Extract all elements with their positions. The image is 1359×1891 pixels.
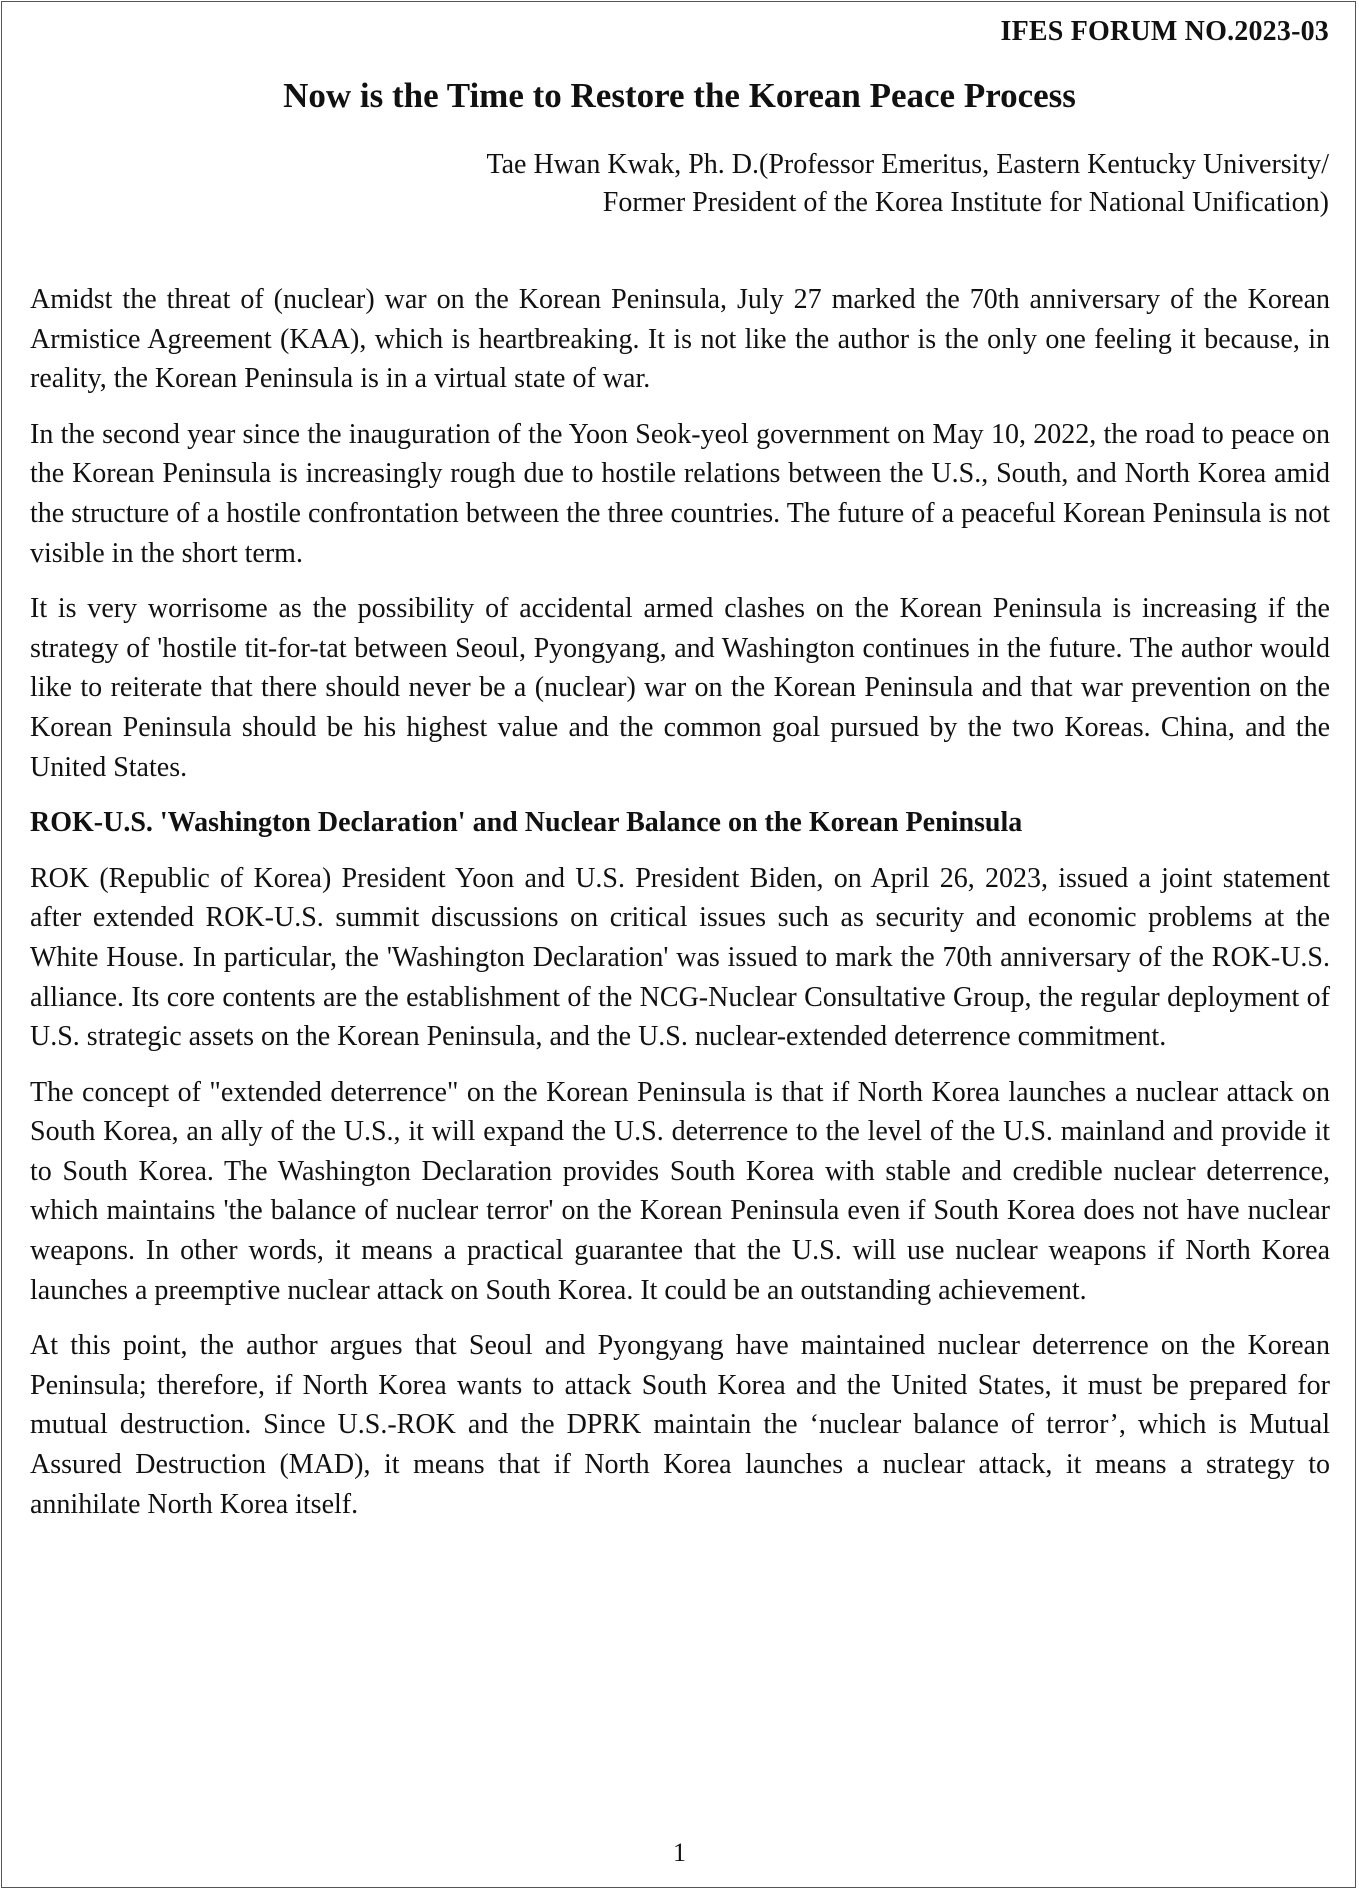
paragraph: At this point, the author argues that Seoul and Pyongyang have maintained nuclear deterrence on the Korean Peninsula; therefore, if North Korea wants to attack South Korea and the United States, it must be prepared for mutual destruction. Since U.S.-ROK and the DPRK maintain the ‘nuclear balance of terror’, which is Mutual Assured Destruction (MAD), it means that if North Korea launches a nuclear attack, it means a strategy to annihilate North Korea itself. <box>30 1330 1330 1520</box>
paragraph: Amidst the threat of (nuclear) war on the Korean Peninsula, July 27 marked the 70th anniversary of the Korean Armistice Agreement (KAA), which is heartbreaking. It is not like the author is the only one feeling it because, in reality, the Korean Peninsula is in a virtual state of war. <box>30 284 1330 395</box>
page-number: 1 <box>673 1838 686 1867</box>
paragraph: It is very worrisome as the possibility of accidental armed clashes on the Korean Peninsula is increasing if the strategy of 'hostile tit-for-tat between Seoul, Pyongyang, and Washington continues in the future. The author would like to reiterate that there should never be a (nuclear) war on the Korean Peninsula and that war prevention on the Korean Peninsula should be his highest value and the common goal pursued by the two Koreas. China, and the United States. <box>30 593 1330 783</box>
byline-line: Tae Hwan Kwak, Ph. D.(Professor Emeritus, Eastern Kentucky University/ <box>486 149 1329 180</box>
paragraph: The concept of "extended deterrence" on the Korean Peninsula is that if North Korea launches a nuclear attack on South Korea, an ally of the U.S., it will expand the U.S. deterrence to the level of the U.S. mainland and provide it to South Korea. The Washington Declaration provides South Korea with stable and credible nuclear deterrence, which maintains 'the balance of nuclear terror' on the Korean Peninsula even if South Korea does not have nuclear weapons. In other words, it means a practical guarantee that the U.S. will use nuclear weapons if North Korea launches a preemptive nuclear attack on South Korea. It could be an outstanding achievement. <box>30 1076 1330 1306</box>
byline-line: Former President of the Korea Institute for National Unification) <box>602 187 1329 218</box>
section-heading: ROK-U.S. 'Washington Declaration' and Nuclear Balance on the Korean Peninsula <box>30 807 1023 839</box>
paragraph: ROK (Republic of Korea) President Yoon and U.S. President Biden, on April 26, 2023, issued a joint statement after extended ROK-U.S. summit discussions on critical issues such as security and economic problems at the White House. In particular, the 'Washington Declaration' was issued to mark the 70th anniversary of the ROK-U.S. alliance. Its core contents are the establishment of the NCG-Nuclear Consultative Group, the regular deployment of U.S. strategic assets on the Korean Peninsula, and the U.S. nuclear-extended deterrence commitment. <box>30 862 1330 1053</box>
article-body <box>30 280 1330 1540</box>
author-byline <box>486 146 1329 222</box>
series-label: IFES FORUM NO.2023-03 <box>1000 16 1329 47</box>
paragraph: In the second year since the inauguration of the Yoon Seok-yeol government on May 10, 2022, the road to peace on the Korean Peninsula is increasingly rough due to hostile relations between the U.S., South, and North Korea amid the structure of a hostile confrontation between the three countries. The future of a peaceful Korean Peninsula is not visible in the short term. <box>30 418 1330 569</box>
document-title: Now is the Time to Restore the Korean Peace Process <box>283 76 1076 115</box>
